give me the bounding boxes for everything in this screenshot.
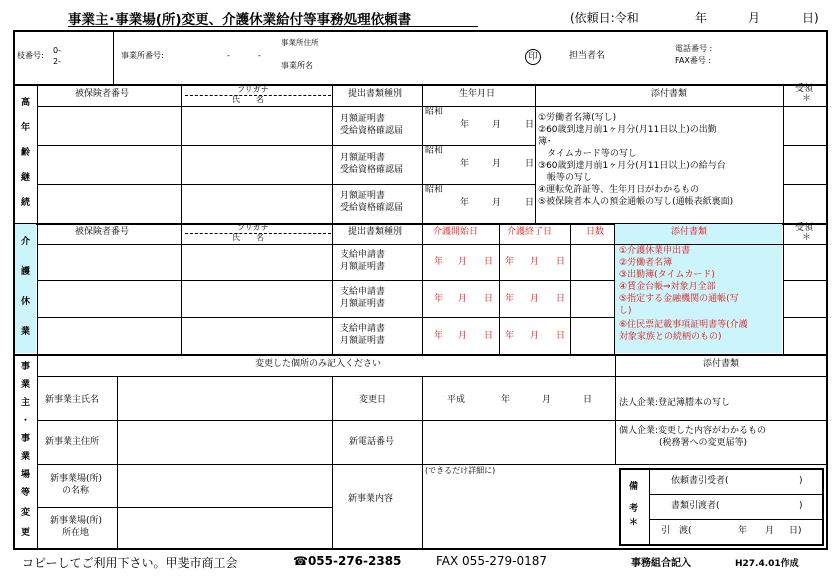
office-address-label: 事業所住所 xyxy=(281,38,319,47)
remarks-label-char: 考 xyxy=(629,504,639,514)
tel-number: ☎055-276-2385 xyxy=(293,554,402,568)
divider xyxy=(15,84,826,86)
kaigo-attach-item: ③出勤簿(タイムカード) xyxy=(619,270,715,280)
divider xyxy=(535,84,536,223)
attach-item: 帳等の写し xyxy=(547,173,593,183)
office-number-dash-2: - xyxy=(258,51,261,60)
divider xyxy=(37,317,614,318)
divider xyxy=(570,223,571,354)
new-owner-label: 新事業主氏名 xyxy=(45,395,100,405)
attach-item: ①労働者名簿(写し) xyxy=(538,113,617,123)
col-receipt: 受領 xyxy=(795,223,814,233)
row1-doc2: 受給資格確認届 xyxy=(340,126,404,136)
divider xyxy=(783,84,784,223)
divider xyxy=(332,376,333,548)
col-receipt-mark: ＊ xyxy=(802,94,812,104)
divider xyxy=(615,420,826,421)
new-tel-label: 新電話番号 xyxy=(349,437,395,447)
row3-doc1: 月額証明書 xyxy=(340,191,386,201)
kaigo-row3-start-d: 日 xyxy=(484,331,494,341)
corp-attach-note: 法人企業:登記簿謄本の写し xyxy=(619,398,731,408)
col-receipt: 受領 xyxy=(795,84,814,94)
created-date: H27.4.01作成 xyxy=(735,559,799,569)
row2-doc1: 月額証明書 xyxy=(340,153,386,163)
kaigo-row1-doc1: 支給申請書 xyxy=(340,250,386,260)
office-name-label: 事業所名 xyxy=(281,61,313,70)
row3-day: 日 xyxy=(525,198,535,208)
divider xyxy=(181,223,182,354)
change-instruction: 変更した個所のみ記入ください xyxy=(255,359,382,369)
divider xyxy=(117,507,332,508)
indiv-attach-note-2: (税務署への変更届等) xyxy=(659,438,748,448)
copy-note: コピーしてご利用下さい。甲斐市商工会 xyxy=(22,556,238,570)
kaigo-row1-doc2: 月額証明書 xyxy=(340,262,386,272)
kaigo-attach-item: ⑥住民票記載事項証明書等(介護 xyxy=(619,320,748,330)
side-label-char: 年 xyxy=(21,123,31,133)
attach-item: 簿･ xyxy=(538,137,552,147)
divider xyxy=(113,32,114,84)
divider xyxy=(649,519,824,520)
kaigo-row2-start-y: 年 xyxy=(434,294,444,304)
side-label-char: 業 xyxy=(21,327,31,337)
row1-era: 昭和 xyxy=(425,107,444,117)
kaigo-row3-start-y: 年 xyxy=(434,331,444,341)
delivery-day: 日) xyxy=(789,526,802,536)
divider xyxy=(37,420,615,421)
remarks-label-char: 備 xyxy=(629,482,639,492)
kaigo-row3-start-m: 月 xyxy=(458,331,468,341)
row1-doc1: 月額証明書 xyxy=(340,114,386,124)
col-attachments: 添付書類 xyxy=(703,359,740,369)
change-date-month: 月 xyxy=(542,395,552,405)
office-entry-note: 事務組合記入 xyxy=(631,558,691,569)
new-office-name-label-1: 新事業場(所) xyxy=(50,474,103,484)
col-insured-number: 被保険者番号 xyxy=(75,227,130,237)
row1-month: 月 xyxy=(492,120,502,130)
side-label-char: 更 xyxy=(21,528,31,538)
row3-year: 年 xyxy=(460,198,470,208)
change-date-era: 平成 xyxy=(447,395,466,405)
divider xyxy=(615,354,616,464)
divider xyxy=(181,84,182,223)
request-year-unit: 年 xyxy=(695,11,708,25)
kaigo-row3-doc1: 支給申請書 xyxy=(340,324,386,334)
divider xyxy=(615,464,826,465)
side-label-char: 介 xyxy=(21,237,31,247)
kaigo-row1-end-d: 日 xyxy=(556,257,566,267)
new-office-name-label-2: の名称 xyxy=(62,486,90,496)
kaigo-row3-end-y: 年 xyxy=(505,331,515,341)
row2-doc2: 受給資格確認届 xyxy=(340,165,404,175)
kaigo-row2-start-d: 日 xyxy=(484,294,494,304)
attach-item: ③60歳到達月前1ヶ月分(月11日以上)の給与台 xyxy=(538,161,726,171)
new-address-label: 新事業主住所 xyxy=(45,437,100,447)
divider xyxy=(649,468,650,546)
branch-no-label: 枝番号: xyxy=(17,51,44,60)
new-office-loc-label-2: 所在地 xyxy=(62,528,90,538)
col-furigana: フリガナ xyxy=(237,223,269,232)
divider xyxy=(783,184,826,185)
remarks-label-char: ＊ xyxy=(629,518,639,528)
col-care-start: 介護開始日 xyxy=(433,227,479,237)
row1-day: 日 xyxy=(525,120,535,130)
detail-note: (できるだけ詳細に) xyxy=(425,466,496,475)
row3-month: 月 xyxy=(492,198,502,208)
title-underline xyxy=(68,26,478,27)
kaigo-attach-item: ①介護休業申出書 xyxy=(619,246,691,256)
divider xyxy=(37,184,535,185)
request-day-unit: 日) xyxy=(802,11,819,25)
change-date-label: 変更日 xyxy=(359,395,387,405)
attach-item: ⑤被保険者本人の預金通帳の写し(通帳表紙裏面) xyxy=(538,197,734,207)
side-label-char: 等 xyxy=(21,488,31,498)
seal-mark: 印 xyxy=(525,49,541,65)
divider xyxy=(614,223,615,354)
side-label-char: 休 xyxy=(21,297,31,307)
side-label-char: 業 xyxy=(21,452,31,462)
side-label-char: 事 xyxy=(21,434,31,444)
office-number-dash-1: - xyxy=(227,51,230,60)
indiv-attach-note-1: 個人企業:変更した内容がわかるもの xyxy=(619,426,767,436)
side-label-char: 続 xyxy=(21,198,31,208)
delivery-year: 年 xyxy=(738,526,748,536)
attach-item: ④運転免許証等、生年月日がわかるもの xyxy=(538,185,700,195)
divider xyxy=(37,354,38,548)
deliverer-label: 書類引渡者( xyxy=(671,501,720,511)
receiver-label: 依頼書引受者( xyxy=(671,476,729,486)
attach-item: ②60歳到達月前1ヶ月分(月11日以上)の出勤 xyxy=(538,125,717,135)
divider xyxy=(422,223,423,354)
receiver-close: ) xyxy=(799,476,803,486)
divider xyxy=(783,223,784,354)
change-date-year: 年 xyxy=(501,395,511,405)
request-month-unit: 月 xyxy=(748,11,761,25)
change-date-day: 日 xyxy=(583,395,593,405)
request-form xyxy=(13,30,828,550)
row2-year: 年 xyxy=(460,159,470,169)
divider xyxy=(783,145,826,146)
divider xyxy=(37,244,826,245)
fax-number: FAX 055-279-0187 xyxy=(436,554,548,568)
side-label-char: 事 xyxy=(21,362,31,372)
delivery-label: 引 渡( xyxy=(661,526,692,536)
kaigo-row2-start-m: 月 xyxy=(458,294,468,304)
side-label-char: 継 xyxy=(21,173,31,183)
kaigo-attach-item: 対象家族との続柄のもの) xyxy=(619,332,722,342)
person-in-charge-label: 担当者名 xyxy=(569,51,606,61)
tel-label: 電話番号 : xyxy=(675,44,713,53)
divider xyxy=(783,317,826,318)
footer xyxy=(0,552,840,580)
office-number-label: 事業所番号: xyxy=(121,51,164,60)
side-label-char: 高 xyxy=(21,98,31,108)
form-title: 事業主･事業場(所)変更、介護休業給付等事務処理依頼書 xyxy=(68,12,412,28)
col-doc-type: 提出書類種別 xyxy=(348,89,403,99)
divider xyxy=(783,280,826,281)
divider xyxy=(37,84,38,354)
row3-era: 昭和 xyxy=(425,185,444,195)
col-name: 氏 名 xyxy=(232,233,264,242)
col-care-end: 介護終了日 xyxy=(507,227,553,237)
col-insured-number: 被保険者番号 xyxy=(75,89,130,99)
row1-year: 年 xyxy=(460,120,470,130)
side-label-char: 場 xyxy=(21,470,31,480)
divider xyxy=(422,84,423,223)
kaigo-row1-start-m: 月 xyxy=(458,257,468,267)
side-label-char: 変 xyxy=(21,508,31,518)
divider xyxy=(37,464,615,465)
title-row xyxy=(0,0,840,26)
side-label-char: 護 xyxy=(21,267,31,277)
kaigo-row1-end-y: 年 xyxy=(505,257,515,267)
kaigo-attach-item: ⑤指定する金融機関の通帳(写 xyxy=(619,294,739,304)
kaigo-attach-item: ④賃金台帳⇒対象月全部 xyxy=(619,282,716,292)
kaigo-row3-end-d: 日 xyxy=(556,331,566,341)
row2-month: 月 xyxy=(492,159,502,169)
col-name: 氏 名 xyxy=(232,95,264,104)
kaigo-row1-start-d: 日 xyxy=(484,257,494,267)
new-business-label: 新事業内容 xyxy=(348,494,394,504)
col-days: 日数 xyxy=(586,227,605,237)
col-attachments: 添付書類 xyxy=(651,89,688,99)
divider xyxy=(117,376,118,548)
divider xyxy=(332,223,333,354)
request-date-label: (依頼日:令和 xyxy=(570,11,639,25)
deliverer-close: ) xyxy=(799,501,803,511)
kaigo-attach-item: ②労働者名簿 xyxy=(619,258,673,268)
divider xyxy=(649,494,824,495)
fax-label: FAX番号 : xyxy=(675,56,712,65)
divider xyxy=(332,84,333,223)
kaigo-row1-start-y: 年 xyxy=(434,257,444,267)
col-furigana: フリガナ xyxy=(237,85,269,94)
kaigo-row2-end-y: 年 xyxy=(505,294,515,304)
new-office-loc-label-1: 新事業場(所) xyxy=(50,516,103,526)
divider xyxy=(37,145,535,146)
col-receipt-mark: ＊ xyxy=(802,233,812,243)
kaigo-row3-end-m: 月 xyxy=(530,331,540,341)
side-label-char: 齢 xyxy=(21,148,31,158)
delivery-month: 月 xyxy=(765,526,775,536)
branch-no-2: 2- xyxy=(53,57,61,66)
row2-day: 日 xyxy=(525,159,535,169)
row2-era: 昭和 xyxy=(425,146,444,156)
row3-doc2: 受給資格確認届 xyxy=(340,203,404,213)
col-doc-type: 提出書類種別 xyxy=(348,227,403,237)
kaigo-row3-doc2: 月額証明書 xyxy=(340,336,386,346)
col-attachments: 添付書類 xyxy=(671,227,708,237)
attach-item: タイムカード等の写し xyxy=(547,149,637,159)
divider xyxy=(499,223,500,354)
side-label-char: ・ xyxy=(21,416,31,426)
divider xyxy=(37,280,614,281)
kaigo-row2-end-m: 月 xyxy=(530,294,540,304)
divider xyxy=(15,354,826,356)
side-label-char: 主 xyxy=(21,398,31,408)
divider xyxy=(422,376,423,548)
col-birthdate: 生年月日 xyxy=(459,89,496,99)
divider xyxy=(37,376,826,377)
kaigo-row1-end-m: 月 xyxy=(530,257,540,267)
kaigo-attach-item: し) xyxy=(619,306,632,316)
side-label-char: 業 xyxy=(21,380,31,390)
kaigo-row2-end-d: 日 xyxy=(556,294,566,304)
kaigo-row2-doc2: 月額証明書 xyxy=(340,299,386,309)
branch-no-0: 0- xyxy=(53,46,61,55)
kaigo-row2-doc1: 支給申請書 xyxy=(340,287,386,297)
